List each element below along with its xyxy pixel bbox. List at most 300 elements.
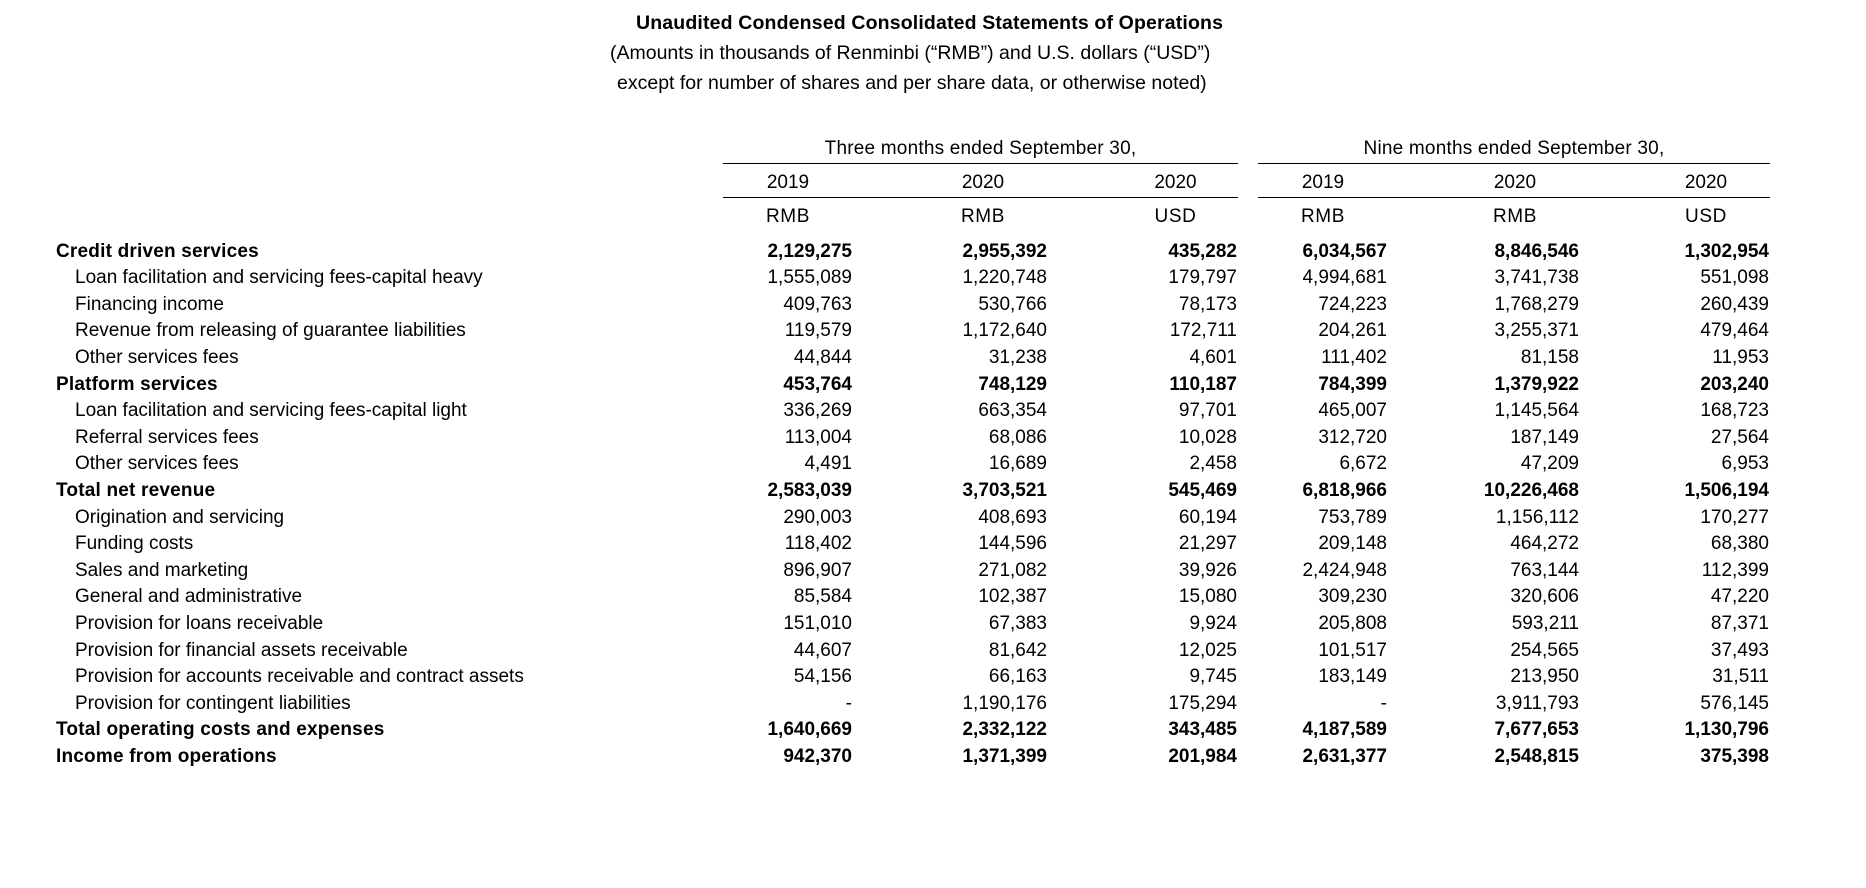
row-value: 2,332,122 [962,719,1047,741]
spacer [1388,662,1450,689]
row-value: 260,439 [1700,293,1769,315]
row-value: 81,642 [988,639,1047,661]
spacer [715,289,723,316]
row-value: 593,211 [1511,612,1579,634]
spacer [1238,555,1258,582]
spacer [1770,342,1866,369]
spacer [853,502,918,529]
spacer [1580,662,1642,689]
spacer [1048,688,1113,715]
spacer [715,164,723,198]
spacer [715,715,723,742]
spacer [853,164,918,198]
spacer [1388,316,1450,343]
currency-header-0: RMB [765,206,811,227]
spacer [1048,396,1113,423]
row-value: 2,548,815 [1494,745,1579,767]
spacer [1238,529,1258,556]
row-value: 254,565 [1510,639,1579,661]
title-block [0,8,1866,98]
row-label: Revenue from releasing of guarantee liabilities [75,320,466,342]
year-header-0: 2019 [723,164,853,198]
row-value: 151,010 [783,612,852,634]
spacer [1048,475,1113,502]
spacer [853,198,918,231]
row-value: 309,230 [1318,586,1387,608]
row-value: 31,238 [988,346,1047,368]
spacer [1238,715,1258,742]
spacer [1048,582,1113,609]
row-value: 68,380 [1710,533,1769,555]
row-value: 465,007 [1318,400,1387,422]
spacer [1388,164,1450,198]
spacer [1770,263,1866,290]
row-label: Loan facilitation and servicing fees-capital heavy [75,267,483,289]
row-value: 453,764 [783,373,852,395]
spacer [1388,502,1450,529]
row-value: 320,606 [1510,586,1579,608]
row-value: 102,387 [978,586,1047,608]
table-row [0,608,1866,635]
table-row [0,396,1866,423]
row-value: 119,579 [784,320,852,342]
spacer [853,741,918,768]
row-value: 203,240 [1700,373,1769,395]
year-header-3: 2019 [1258,164,1388,198]
currency-header-3: RMB [1300,206,1346,227]
spacer [1238,741,1258,768]
spacer [1770,688,1866,715]
spacer [715,688,723,715]
row-value: 4,491 [804,453,852,475]
spacer [1770,608,1866,635]
spacer [853,555,918,582]
row-value: 39,926 [1178,559,1237,581]
table-row [0,555,1866,582]
spacer [1388,582,1450,609]
row-value: 6,818,966 [1302,479,1387,501]
spacer [1388,635,1450,662]
spacer [1238,662,1258,689]
row-label: Income from operations [56,745,277,767]
spacer [1388,236,1450,263]
year-header-row [0,164,1866,198]
spacer [853,369,918,396]
year-header-1: 2020 [918,164,1048,198]
table-row [0,688,1866,715]
spacer [853,529,918,556]
spacer [1238,449,1258,476]
spacer [1388,422,1450,449]
row-value: 763,144 [1510,559,1579,581]
spacer [715,662,723,689]
spacer [1770,236,1866,263]
spacer [1048,608,1113,635]
row-label: Sales and marketing [75,559,249,581]
spacer [715,635,723,662]
spacer [1238,396,1258,423]
spacer [1048,635,1113,662]
row-value: 784,399 [1318,373,1387,395]
spacer [1388,263,1450,290]
row-value: 1,156,112 [1495,506,1579,528]
empty-corner [0,164,715,198]
row-value: 205,808 [1318,612,1387,634]
row-value: 479,464 [1700,320,1769,342]
spacer [715,396,723,423]
row-value: 408,693 [978,506,1047,528]
spacer [1048,289,1113,316]
spacer [715,422,723,449]
year-header-4: 2020 [1450,164,1580,198]
table-row [0,715,1866,742]
row-value: 3,255,371 [1494,320,1579,342]
spacer [853,635,918,662]
spacer [715,608,723,635]
spacer [715,316,723,343]
year-header-2: 2020 [1113,164,1238,198]
spacer [1580,316,1642,343]
spacer [1048,449,1113,476]
currency-header-1: RMB [960,206,1006,227]
document-title: Unaudited Condensed Consolidated Statements of Operations [636,12,1224,34]
spacer [1048,263,1113,290]
table-row [0,316,1866,343]
row-value: 6,034,567 [1302,240,1387,262]
spacer [853,715,918,742]
table-row [0,475,1866,502]
row-value: 60,194 [1178,506,1237,528]
spacer [1770,198,1866,231]
row-value: 1,190,176 [962,692,1047,714]
spacer [1770,369,1866,396]
spacer [1580,236,1642,263]
row-value: 409,763 [783,293,852,315]
spacer [1238,128,1258,164]
table-row [0,502,1866,529]
spacer [1770,128,1866,164]
spacer [715,263,723,290]
spacer [715,502,723,529]
row-value: 16,689 [988,453,1047,475]
row-value: 1,145,564 [1494,400,1579,422]
row-value: 545,469 [1168,479,1237,501]
row-value: 2,631,377 [1302,745,1387,767]
row-label: Other services fees [75,453,239,475]
row-value: 724,223 [1318,293,1387,315]
table-row [0,582,1866,609]
row-value: 1,302,954 [1684,240,1769,262]
row-value: 6,953 [1721,453,1769,475]
row-value: 4,601 [1189,346,1237,368]
row-value: - [1380,692,1387,714]
currency-header-5: USD [1685,206,1727,227]
spacer [1580,369,1642,396]
row-value: 1,768,279 [1494,293,1579,315]
row-value: 12,025 [1178,639,1237,661]
spacer [1580,582,1642,609]
row-label: Provision for loans receivable [75,612,324,634]
row-value: 2,424,948 [1302,559,1387,581]
spacer [1770,289,1866,316]
spacer [715,555,723,582]
spacer [1238,688,1258,715]
spacer [1580,164,1642,198]
row-value: 10,226,468 [1483,479,1579,501]
empty-corner [0,128,715,164]
row-value: 435,282 [1168,240,1237,262]
operations-table [0,128,1866,768]
document-subtitle-line-1: (Amounts in thousands of Renminbi (“RMB”) and U.S. dollars (“USD”) [610,42,1211,64]
spacer [715,369,723,396]
row-value: 9,924 [1189,612,1237,634]
row-label: Total net revenue [56,479,216,501]
spacer [1770,529,1866,556]
spacer [1238,289,1258,316]
spacer [853,422,918,449]
spacer [1388,608,1450,635]
row-value: 942,370 [783,745,852,767]
spacer [715,198,723,231]
spacer [1048,236,1113,263]
spacer [1388,289,1450,316]
row-value: 111,402 [1321,346,1387,368]
row-value: - [845,692,852,714]
spacer [715,475,723,502]
spacer [1238,342,1258,369]
row-value: 576,145 [1700,692,1769,714]
row-value: 15,080 [1178,586,1237,608]
row-value: 6,672 [1339,453,1387,475]
row-value: 1,640,669 [767,719,852,741]
currency-header-2: USD [1154,206,1197,227]
row-value: 753,789 [1318,506,1387,528]
table-row [0,529,1866,556]
row-value: 290,003 [783,506,852,528]
row-label: Origination and servicing [75,506,285,528]
row-value: 10,028 [1178,426,1237,448]
row-value: 4,994,681 [1302,267,1387,289]
row-value: 3,741,738 [1494,267,1579,289]
row-value: 97,701 [1178,400,1237,422]
spacer [1388,715,1450,742]
row-value: 168,723 [1700,400,1769,422]
spacer [1770,555,1866,582]
row-value: 44,844 [793,346,852,368]
spacer [1580,342,1642,369]
table-row [0,422,1866,449]
spacer [1770,741,1866,768]
spacer [853,316,918,343]
row-value: 1,220,748 [962,267,1047,289]
row-value: 663,354 [978,400,1047,422]
spacer [715,449,723,476]
row-value: 68,086 [988,426,1047,448]
row-value: 66,163 [988,666,1047,688]
spacer [1770,164,1866,198]
currency-header-row [0,198,1866,231]
spacer [853,688,918,715]
spacer [853,582,918,609]
row-value: 144,596 [978,533,1047,555]
row-value: 1,506,194 [1684,479,1769,501]
row-label: Other services fees [75,346,239,368]
row-value: 67,383 [988,612,1047,634]
spacer [1238,236,1258,263]
spacer [1580,502,1642,529]
spacer [1238,582,1258,609]
year-header-5: 2020 [1642,164,1770,198]
spacer [1580,635,1642,662]
spacer [1770,662,1866,689]
spacer [715,529,723,556]
row-value: 209,148 [1318,533,1387,555]
table-row [0,263,1866,290]
row-label: Loan facilitation and servicing fees-capital light [75,400,467,422]
spacer [1388,198,1450,231]
row-value: 78,173 [1178,293,1237,315]
row-label: General and administrative [75,586,303,608]
row-value: 343,485 [1168,719,1237,741]
row-value: 87,371 [1710,612,1769,634]
spacer [853,342,918,369]
spacer [1770,715,1866,742]
spacer [1580,396,1642,423]
row-value: 85,584 [793,586,852,608]
table-row [0,369,1866,396]
row-value: 21,297 [1178,533,1237,555]
spacer [1770,475,1866,502]
spacer [1048,164,1113,198]
row-label: Funding costs [75,533,194,555]
spacer [1580,608,1642,635]
row-value: 464,272 [1510,533,1579,555]
spacer [853,263,918,290]
spacer [1388,688,1450,715]
empty-corner [0,198,715,231]
spacer [1388,369,1450,396]
row-value: 530,766 [978,293,1047,315]
spacer [1770,422,1866,449]
row-value: 1,379,922 [1494,373,1579,395]
spacer [1580,289,1642,316]
row-value: 44,607 [793,639,852,661]
group-header-row [0,128,1866,164]
spacer [1238,164,1258,198]
row-label: Platform services [56,373,218,395]
spacer [1580,715,1642,742]
spacer [853,236,918,263]
spacer [1048,369,1113,396]
spacer [1238,502,1258,529]
row-value: 2,129,275 [767,240,852,262]
spacer [1388,741,1450,768]
spacer [1238,422,1258,449]
row-value: 3,703,521 [962,479,1047,501]
spacer [1580,263,1642,290]
spacer [1238,635,1258,662]
row-value: 271,082 [978,559,1047,581]
row-value: 110,187 [1169,373,1237,395]
spacer [1388,555,1450,582]
row-value: 748,129 [978,373,1047,395]
row-value: 187,149 [1510,426,1579,448]
row-value: 204,261 [1318,320,1387,342]
row-value: 11,953 [1712,346,1769,368]
currency-header-4: RMB [1492,206,1538,227]
spacer [1580,555,1642,582]
row-value: 2,458 [1189,453,1237,475]
row-value: 27,564 [1710,426,1769,448]
row-label: Credit driven services [56,240,259,262]
spacer [1048,316,1113,343]
spacer [1770,635,1866,662]
row-value: 31,511 [1712,666,1769,688]
spacer [715,236,723,263]
spacer [1388,449,1450,476]
row-value: 4,187,589 [1302,719,1387,741]
spacer [1580,475,1642,502]
row-value: 8,846,546 [1494,240,1579,262]
spacer [1048,555,1113,582]
row-value: 9,745 [1189,666,1237,688]
row-value: 81,158 [1520,346,1579,368]
spacer [1238,475,1258,502]
table-row [0,449,1866,476]
spacer [1048,715,1113,742]
row-value: 172,711 [1169,320,1237,342]
row-value: 3,911,793 [1495,692,1579,714]
spacer [715,741,723,768]
row-value: 375,398 [1700,745,1769,767]
spacer [1048,198,1113,231]
row-label: Provision for financial assets receivable [75,639,408,661]
spacer [1770,316,1866,343]
row-value: 113,004 [784,426,852,448]
spacer [1770,582,1866,609]
row-value: 7,677,653 [1494,719,1579,741]
spacer [1238,198,1258,231]
row-value: 101,517 [1318,639,1387,661]
spacer [853,608,918,635]
spacer [1048,741,1113,768]
table-row [0,289,1866,316]
table-row [0,236,1866,263]
row-value: 2,955,392 [962,240,1047,262]
row-value: 1,172,640 [962,320,1047,342]
group-header-three-months: Three months ended September 30, [723,128,1238,164]
spacer [1580,198,1642,231]
row-value: 47,209 [1520,453,1579,475]
row-value: 112,399 [1701,559,1769,581]
spacer [1238,369,1258,396]
row-label: Provision for accounts receivable and contract assets [75,666,524,688]
spacer [853,396,918,423]
spacer [1388,342,1450,369]
row-value: 1,371,399 [962,745,1047,767]
row-value: 336,269 [783,400,852,422]
spacer [1238,608,1258,635]
table-row [0,662,1866,689]
spacer [853,289,918,316]
group-header-nine-months: Nine months ended September 30, [1258,128,1770,164]
spacer [1048,422,1113,449]
row-value: 183,149 [1318,666,1387,688]
row-label: Provision for contingent liabilities [75,692,351,714]
row-value: 551,098 [1700,267,1769,289]
row-value: 1,130,796 [1684,719,1769,741]
spacer [1388,475,1450,502]
